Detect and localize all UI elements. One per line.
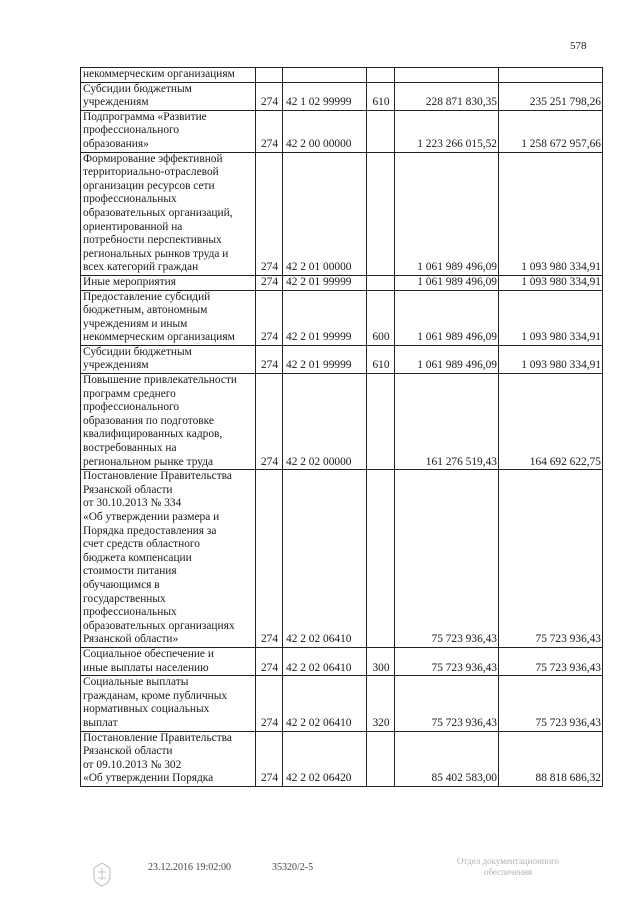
row-target-article-code: 42 2 02 06410 bbox=[283, 647, 367, 675]
row-department-code: 274 bbox=[256, 110, 283, 152]
row-expense-type-code: 300 bbox=[367, 647, 395, 675]
row-department-code: 274 bbox=[256, 275, 283, 290]
budget-table-body bbox=[81, 68, 603, 787]
row-expense-type-code: 610 bbox=[367, 82, 395, 110]
row-amount-year-2: 164 692 622,75 bbox=[499, 374, 603, 470]
row-target-article-code bbox=[283, 68, 367, 83]
table-row bbox=[81, 470, 603, 648]
row-amount-year-1: 228 871 830,35 bbox=[395, 82, 499, 110]
row-expense-type-code: 610 bbox=[367, 345, 395, 373]
row-department-code: 274 bbox=[256, 676, 283, 731]
table-row bbox=[81, 731, 603, 786]
row-target-article-code: 42 2 01 99999 bbox=[283, 275, 367, 290]
row-amount-year-2: 88 818 686,32 bbox=[499, 731, 603, 786]
row-amount-year-2: 1 093 980 334,91 bbox=[499, 290, 603, 345]
row-amount-year-1: 75 723 936,43 bbox=[395, 647, 499, 675]
footer-document-code: 35320/2-5 bbox=[272, 862, 314, 873]
row-target-article-code: 42 2 01 99999 bbox=[283, 345, 367, 373]
row-amount-year-1: 1 061 989 496,09 bbox=[395, 290, 499, 345]
coat-of-arms-icon bbox=[88, 860, 116, 888]
table-row bbox=[81, 676, 603, 731]
row-amount-year-1: 1 061 989 496,09 bbox=[395, 152, 499, 275]
row-department-code: 274 bbox=[256, 152, 283, 275]
row-expense-type-code bbox=[367, 152, 395, 275]
row-expense-type-code bbox=[367, 374, 395, 470]
row-target-article-code: 42 2 02 06410 bbox=[283, 676, 367, 731]
row-expense-type-code bbox=[367, 470, 395, 648]
row-amount-year-1: 161 276 519,43 bbox=[395, 374, 499, 470]
table-row bbox=[81, 290, 603, 345]
row-amount-year-2: 1 258 672 957,66 bbox=[499, 110, 603, 152]
table-row bbox=[81, 82, 603, 110]
row-department-code: 274 bbox=[256, 374, 283, 470]
row-name: Подпрограмма «Развитие профессионального образования» bbox=[81, 110, 256, 152]
row-amount-year-1: 1 061 989 496,09 bbox=[395, 275, 499, 290]
table-row bbox=[81, 110, 603, 152]
row-target-article-code: 42 2 00 00000 bbox=[283, 110, 367, 152]
table-row bbox=[81, 68, 603, 83]
table-row bbox=[81, 374, 603, 470]
row-name: Субсидии бюджетным учреждениям bbox=[81, 345, 256, 373]
row-name: Постановление Правительства Рязанской области от 09.10.2013 № 302 «Об утверждении Порядка bbox=[81, 731, 256, 786]
row-target-article-code: 42 2 01 00000 bbox=[283, 152, 367, 275]
footer-datetime: 23.12.2016 19:02:00 bbox=[148, 862, 232, 873]
row-target-article-code: 42 2 02 06420 bbox=[283, 731, 367, 786]
row-department-code bbox=[256, 68, 283, 83]
row-name: Социальные выплаты гражданам, кроме публичных нормативных социальных выплат bbox=[81, 676, 256, 731]
row-department-code: 274 bbox=[256, 345, 283, 373]
row-name: Повышение привлекательности программ среднего профессионального образования по подготовке квалифицированных кадров, востребованных на региональном рынке труда bbox=[81, 374, 256, 470]
row-name: Формирование эффективной территориально-отраслевой организации ресурсов сети профессиональных образовательных организаций, ориентированной на потребности перспективных региональных рынков труда и всех категорий граждан bbox=[81, 152, 256, 275]
row-amount-year-2: 1 093 980 334,91 bbox=[499, 345, 603, 373]
row-department-code: 274 bbox=[256, 82, 283, 110]
row-name: Предоставление субсидий бюджетным, автономным учреждениям и иным некоммерческим организациям bbox=[81, 290, 256, 345]
row-amount-year-1 bbox=[395, 68, 499, 83]
row-amount-year-1: 1 223 266 015,52 bbox=[395, 110, 499, 152]
row-amount-year-2: 75 723 936,43 bbox=[499, 647, 603, 675]
row-amount-year-1: 1 061 989 496,09 bbox=[395, 345, 499, 373]
row-expense-type-code: 600 bbox=[367, 290, 395, 345]
row-target-article-code: 42 2 02 06410 bbox=[283, 470, 367, 648]
row-amount-year-2: 1 093 980 334,91 bbox=[499, 275, 603, 290]
row-expense-type-code bbox=[367, 731, 395, 786]
table-row bbox=[81, 152, 603, 275]
row-name: Субсидии бюджетным учреждениям bbox=[81, 82, 256, 110]
row-amount-year-1: 75 723 936,43 bbox=[395, 676, 499, 731]
row-amount-year-1: 85 402 583,00 bbox=[395, 731, 499, 786]
row-name: Иные мероприятия bbox=[81, 275, 256, 290]
row-expense-type-code bbox=[367, 110, 395, 152]
row-target-article-code: 42 2 01 99999 bbox=[283, 290, 367, 345]
row-amount-year-2: 1 093 980 334,91 bbox=[499, 152, 603, 275]
row-amount-year-2: 235 251 798,26 bbox=[499, 82, 603, 110]
row-expense-type-code bbox=[367, 275, 395, 290]
row-amount-year-2 bbox=[499, 68, 603, 83]
row-amount-year-2: 75 723 936,43 bbox=[499, 470, 603, 648]
row-name: некоммерческим организациям bbox=[81, 68, 256, 83]
row-department-code: 274 bbox=[256, 731, 283, 786]
budget-table bbox=[80, 67, 603, 787]
row-name: Постановление Правительства Рязанской области от 30.10.2013 № 334 «Об утверждении размера и Порядка предоставления за счет средств областного бюджета компенсации стоимости питания обучающимся в государственных профессиональных образовательных организациях Рязанской области» bbox=[81, 470, 256, 648]
table-row bbox=[81, 275, 603, 290]
row-amount-year-2: 75 723 936,43 bbox=[499, 676, 603, 731]
row-name: Социальное обеспечение и иные выплаты населению bbox=[81, 647, 256, 675]
row-department-code: 274 bbox=[256, 470, 283, 648]
row-amount-year-1: 75 723 936,43 bbox=[395, 470, 499, 648]
footer-department-stamp: Отдел документационного обеспечения bbox=[456, 856, 560, 877]
row-target-article-code: 42 1 02 99999 bbox=[283, 82, 367, 110]
table-row bbox=[81, 647, 603, 675]
row-department-code: 274 bbox=[256, 290, 283, 345]
row-expense-type-code: 320 bbox=[367, 676, 395, 731]
row-expense-type-code bbox=[367, 68, 395, 83]
page-number: 578 bbox=[570, 40, 587, 52]
row-department-code: 274 bbox=[256, 647, 283, 675]
row-target-article-code: 42 2 02 00000 bbox=[283, 374, 367, 470]
table-row bbox=[81, 345, 603, 373]
